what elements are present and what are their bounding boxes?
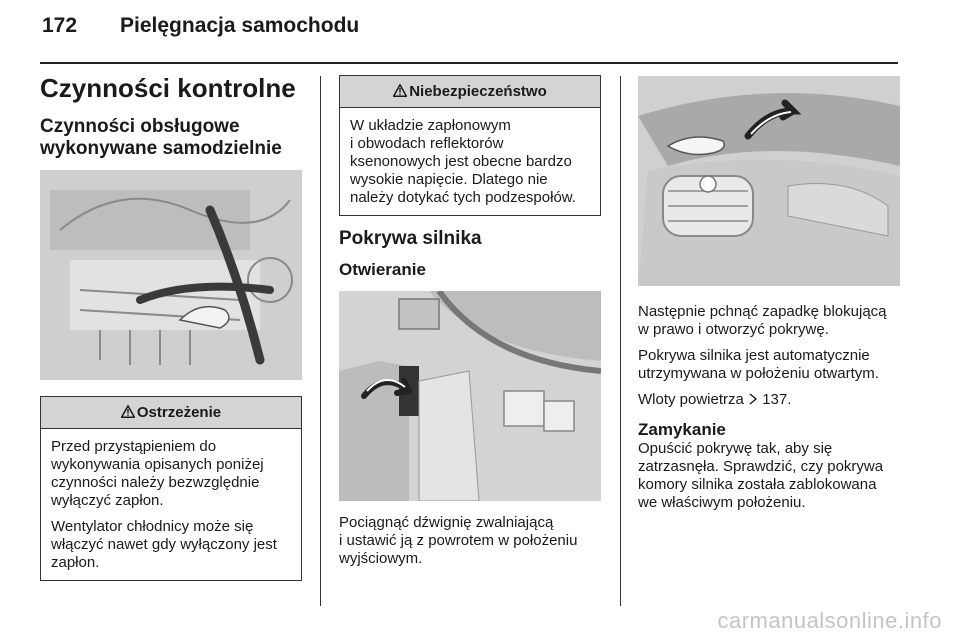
subtitle-line-2: wykonywane samodzielnie	[40, 138, 282, 159]
column-1	[40, 72, 302, 581]
warning-box-header	[41, 397, 301, 429]
column-divider-1	[320, 76, 321, 606]
column-3	[638, 76, 900, 512]
column-2	[339, 75, 601, 568]
danger-box	[339, 75, 601, 216]
section-heading: Pokrywa silnika	[339, 228, 482, 249]
col3-paragraph-4: Opuścić pokrywę tak, aby się zatrzasnęła. Sprawdzić, czy pokrywa komory silnika została zablokowana we właściwym położeniu.	[638, 440, 884, 511]
reference-arrow-icon	[748, 393, 758, 405]
col3-paragraph-3: Wloty powietrza 137.	[638, 391, 792, 408]
section-title: Pielęgnacja samochodu	[120, 14, 360, 37]
watermark: carmanualsonline.info	[717, 608, 942, 633]
danger-label: Niebezpieczeństwo	[409, 83, 547, 100]
col3-paragraph-2: Pokrywa silnika jest automatycznie utrzymywana w położeniu otwartym.	[638, 347, 879, 382]
hood-open-illustration	[638, 76, 900, 286]
col3-paragraph-1: Następnie pchnąć zapadkę blokującą w prawo i otworzyć pokrywę.	[638, 303, 887, 338]
subsection-opening: Otwieranie	[339, 260, 426, 279]
page-reference-link[interactable]: 137.	[762, 391, 792, 408]
warning-box	[40, 396, 302, 581]
danger-box-header	[340, 76, 600, 108]
subsection-closing: Zamykanie	[638, 420, 726, 439]
page-header	[42, 14, 359, 38]
page-title: Czynności kontrolne	[40, 73, 296, 103]
warning-triangle-icon	[393, 84, 407, 97]
page-number: 172	[42, 14, 78, 37]
warning-label: Ostrzeżenie	[136, 404, 222, 421]
column-divider-2	[620, 76, 621, 606]
danger-paragraph: W układzie zapłonowym i obwodach reflektorów ksenonowych jest obecne bardzo wysokie napięcie. Dlatego nie należy dotykać tych podzespołów.	[350, 117, 576, 206]
warning-paragraph-2: Wentylator chłodnicy może się włączyć nawet gdy wyłączony jest zapłon.	[51, 518, 277, 571]
header-rule	[40, 62, 898, 64]
warning-paragraph-1: Przed przystąpieniem do wykonywania opisanych poniżej czynności należy bezwzględnie wyłączyć zapłon.	[51, 438, 264, 509]
subtitle-line-1: Czynności obsługowe	[40, 116, 240, 137]
lever-caption: Pociągnąć dźwignię zwalniającą i ustawić ją z powrotem w położeniu wyjściowym.	[339, 514, 578, 567]
warning-triangle-icon	[121, 405, 135, 418]
engine-bay-illustration	[40, 170, 302, 380]
release-lever-illustration	[339, 291, 601, 501]
